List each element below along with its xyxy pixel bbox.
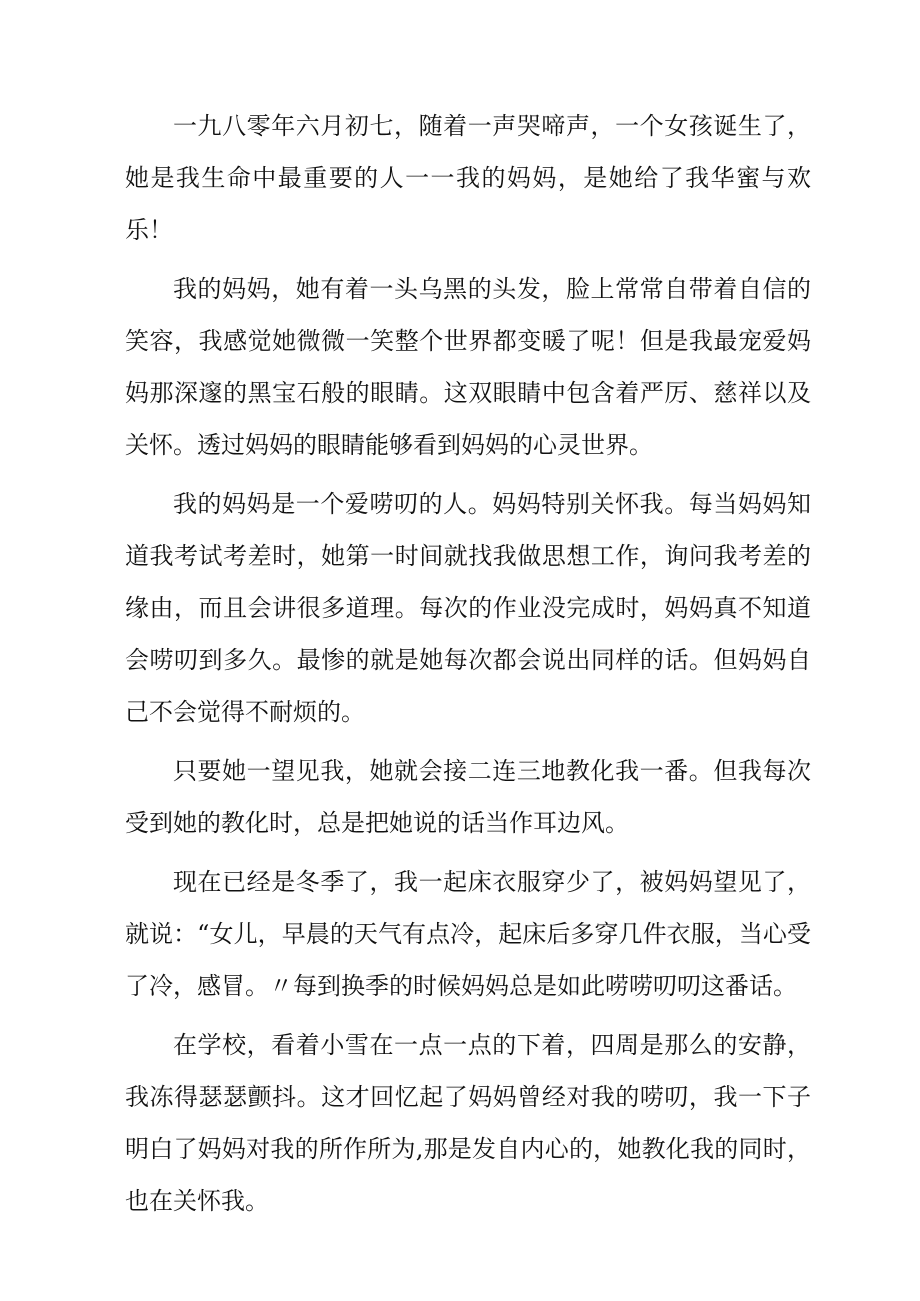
paragraph-1: 一九八零年六月初七，随着一声哭啼声，一个女孩诞生了，她是我生命中最重要的人一一我的妈妈，是她给了我华蜜与欢乐！ (125, 112, 811, 244)
essay-body (125, 100, 811, 1234)
paragraph-4: 只要她一望见我，她就会接二连三地教化我一番。但我每次受到她的教化时，总是把她说的话当作耳边风。 (125, 757, 811, 837)
paragraph-2: 我的妈妈，她有着一头乌黑的头发，脸上常常自带着自信的笑容，我感觉她微微一笑整个世界都变暖了呢！但是我最宠爱妈妈那深邃的黑宝石般的眼睛。这双眼睛中包含着严厉、慈祥以及关怀。透过妈妈的眼睛能够看到妈妈的心灵世界。 (125, 275, 811, 459)
paragraph-5: 现在已经是冬季了，我一起床衣服穿少了，被妈妈望见了，就说：“女儿，早晨的天气有点冷，起床后多穿几件衣服，当心受了冷，感冒。〃每到换季的时候妈妈总是如此唠唠叨叨这番话。 (125, 868, 811, 1000)
paragraph-3: 我的妈妈是一个爱唠叨的人。妈妈特别关怀我。每当妈妈知道我考试考差时，她第一时间就找我做思想工作，询问我考差的缘由，而且会讲很多道理。每次的作业没完成时，妈妈真不知道会唠叨到多久。最惨的就是她每次都会说出同样的话。但妈妈自己不会觉得不耐烦的。 (125, 490, 811, 726)
paragraph-6: 在学校，看着小雪在一点一点的下着，四周是那么的安静，我冻得瑟瑟颤抖。这才回忆起了妈妈曾经对我的唠叨，我一下子明白了妈妈对我的所作所为,那是发自内心的，她教化我的同时，也在关怀我。 (125, 1031, 811, 1215)
